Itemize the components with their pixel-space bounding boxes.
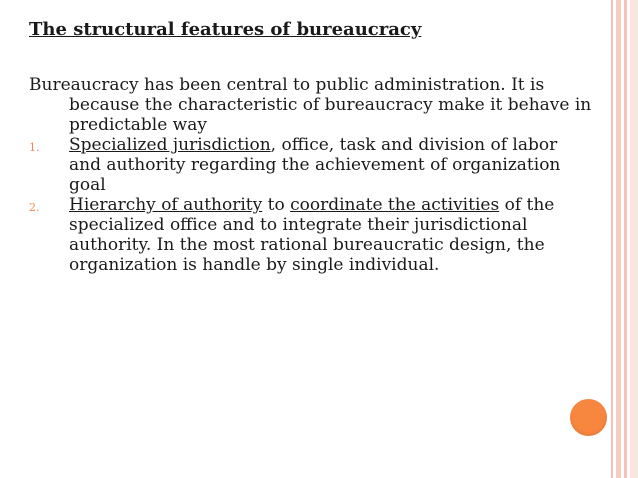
decorative-stripe — [630, 0, 638, 478]
decorative-stripe — [616, 0, 621, 478]
term-hierarchy-of-authority: Hierarchy of authority — [69, 195, 263, 215]
orange-circle-decoration — [570, 399, 607, 436]
slide-body — [29, 75, 594, 275]
list-item-text: of the specialized office and to integrate their jurisdictional authority. In the most rational bureaucratic design, the organization is handle by single individual. — [69, 195, 555, 275]
list-item-text: to — [262, 195, 291, 215]
decorative-stripe — [611, 0, 613, 478]
term-coordinate-activities: coordinate the activities — [290, 195, 500, 215]
slide-title: The structural features of bureaucracy — [29, 19, 422, 40]
numbered-list — [29, 135, 594, 275]
list-number: 2. — [29, 201, 40, 214]
list-number: 1. — [29, 141, 40, 154]
list-item-text: , office, task and division of labor and authority regarding the achievement of organization goal — [69, 135, 561, 195]
decorative-stripe — [624, 0, 627, 478]
intro-paragraph: Bureaucracy has been central to public administration. It is because the characteristic of bureaucracy make it behave in predictable way — [29, 75, 592, 135]
list-item — [29, 135, 594, 195]
list-item — [29, 195, 594, 275]
term-specialized-jurisdiction: Specialized jurisdiction — [69, 135, 271, 155]
